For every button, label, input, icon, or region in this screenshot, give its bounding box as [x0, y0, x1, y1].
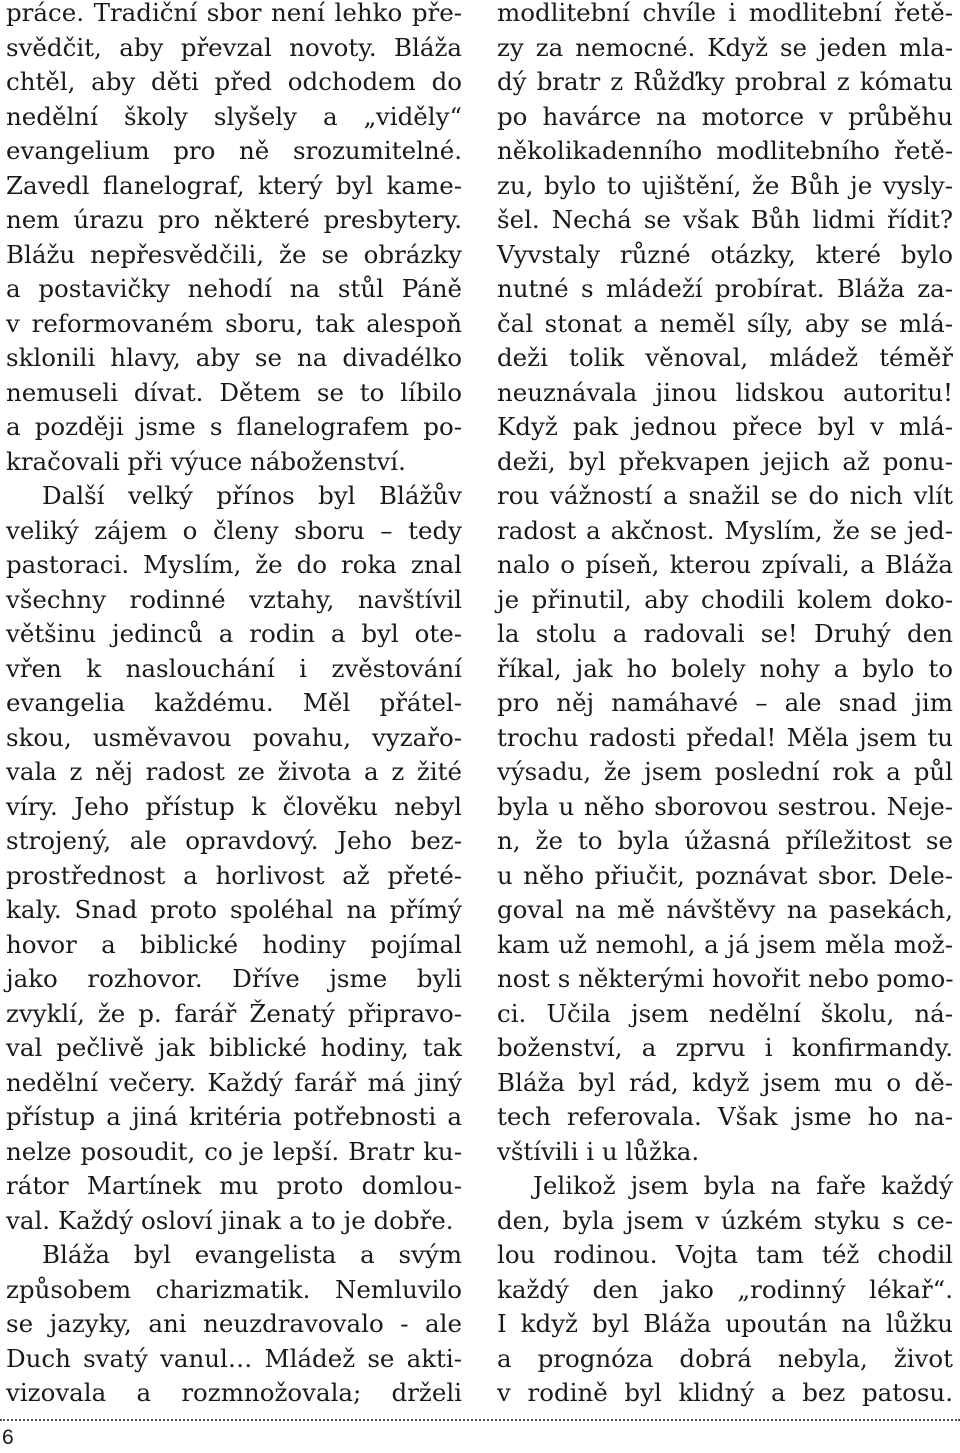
text-line: boženství, a zprvu i konfirmandy.: [497, 1033, 953, 1062]
text-line: Další velký přínos byl Blážův: [42, 481, 462, 510]
text-line: a postavičky nehodí na stůl Páně: [6, 274, 462, 303]
text-line: zu, bylo to ujištění, že Bůh je vysly-: [497, 170, 953, 200]
text-line: Bláža byl rád, když jsem mu o dě-: [497, 1067, 953, 1097]
text-line: vštívili i u lůžka.: [497, 1136, 700, 1166]
text-line: se jazyky, ani neuzdravovalo - ale: [6, 1309, 462, 1338]
text-line: neuznávala jinou lidskou autoritu!: [497, 377, 953, 407]
text-line: val. Každý osloví jinak a to je dobře.: [6, 1205, 454, 1235]
text-line: ci. Učila jsem nedělní školu, ná-: [497, 998, 953, 1028]
text-line: n, že to byla úžasná příležitost se: [497, 826, 953, 855]
text-line: prostřednost a horlivost až přeté-: [6, 860, 462, 890]
text-line: a prognóza dobrá nebyla, život: [497, 1343, 953, 1373]
text-line: pro něj namáhavé – ale snad jim: [497, 688, 953, 717]
text-line: víry. Jeho přístup k člověku nebyl: [6, 791, 462, 821]
text-line: pastoraci. Myslím, že do roka znal: [6, 550, 462, 579]
text-line: radost a akčnost. Myslím, že se jed-: [497, 515, 953, 545]
text-line: v rodině byl klidný a bez patosu.: [497, 1378, 953, 1407]
text-line: práce. Tradiční sbor není lehko pře-: [6, 0, 462, 27]
text-line: Jelikož jsem byla na faře každý: [533, 1171, 953, 1200]
text-line: Vyvstaly různé otázky, které bylo: [497, 239, 953, 269]
text-line: Zavedl flanelograf, který byl kame-: [6, 170, 462, 200]
text-line: rou vážností a snažil se do nich vlít: [497, 481, 953, 510]
text-line: hovor a biblické hodiny pojímal: [6, 929, 462, 959]
right-text-column: [497, 0, 953, 1411]
text-line: modlitební chvíle i modlitební řetě-: [497, 0, 953, 27]
text-line: Duch svatý vanul… Mládež se akti-: [6, 1343, 462, 1373]
text-line: vala z něj radost ze života a z žité: [6, 757, 462, 786]
text-line: několikadenního modlitebního řetě-: [497, 136, 953, 165]
text-line: strojený, ale opravdový. Jeho bez-: [6, 826, 462, 855]
text-line: nedělní školy slyšely a „viděly“: [6, 101, 462, 131]
text-line: deži tolik věnoval, mládež téměř: [497, 343, 953, 372]
text-line: nutné s mládeží probírat. Bláža za-: [497, 274, 953, 303]
text-line: všechny rodinné vztahy, navštívil: [6, 584, 462, 614]
text-line: říkal, jak ho bolely nohy a bylo to: [497, 653, 953, 683]
text-line: Když pak jednou přece byl v mlá-: [497, 412, 953, 441]
text-line: zvyklí, že p. farář Ženatý připravo-: [6, 998, 462, 1028]
text-line: svědčit, aby převzal novoty. Bláža: [6, 32, 462, 62]
page-number: 6: [2, 1426, 14, 1449]
text-line: způsobem charizmatik. Nemluvilo: [6, 1274, 462, 1304]
text-line: byla u něho sborovou sestrou. Neje-: [497, 791, 953, 821]
text-line: v reformovaném sboru, tak alespoň: [6, 308, 462, 338]
text-line: každý den jako „rodinný lékař“.: [497, 1274, 953, 1304]
text-line: I když byl Bláža upoután na lůžku: [497, 1309, 953, 1338]
text-line: vřen k naslouchání i zvěstování: [6, 653, 462, 683]
text-line: dý bratr z Růžďky probral z kómatu: [497, 67, 953, 96]
text-line: je přinutil, aby chodili kolem doko-: [497, 584, 953, 614]
text-line: nem úrazu pro některé presbytery.: [6, 205, 462, 234]
text-line: přístup a jiná kritéria potřebnosti a: [6, 1102, 462, 1131]
text-line: u něho přiučit, poznávat sbor. Dele-: [497, 860, 953, 890]
text-line: sklonili hlavy, aby se na divadélko: [6, 343, 462, 372]
text-line: val pečlivě jak biblické hodiny, tak: [6, 1033, 462, 1062]
text-line: nedělní večery. Každý farář má jiný: [6, 1067, 462, 1097]
text-line: la stolu a radovali se! Druhý den: [497, 619, 953, 648]
text-line: kaly. Snad proto spoléhal na přímý: [6, 895, 462, 924]
text-line: nelze posoudit, co je lepší. Bratr ku-: [6, 1136, 462, 1166]
left-text-column: [6, 0, 462, 1411]
text-line: goval na mě návštěvy na pasekách,: [497, 895, 953, 924]
text-line: Blážu nepřesvědčili, že se obrázky: [6, 239, 462, 269]
text-line: den, byla jsem v úzkém styku s ce-: [497, 1205, 953, 1235]
text-line: nalo o píseň, kterou zpívali, a Bláža: [497, 550, 953, 579]
text-line: skou, usměvavou povahu, vyzařo-: [6, 722, 462, 752]
text-line: a později jsme s flanelografem po-: [6, 412, 462, 441]
footer-dotted-rule: [0, 1419, 960, 1421]
text-line: kam už nemohl, a já jsem měla mož-: [497, 929, 953, 959]
text-line: po havárce na motorce v průběhu: [497, 101, 953, 131]
text-line: vizovala a rozmnožovala; drželi: [6, 1378, 462, 1407]
text-line: chtěl, aby děti před odchodem do: [6, 67, 462, 96]
text-line: lou rodinou. Vojta tam též chodil: [497, 1240, 953, 1269]
text-line: nemuseli dívat. Dětem se to líbilo: [6, 377, 462, 407]
text-line: nost s některými hovořit nebo pomo-: [497, 964, 954, 993]
text-line: trochu radosti předal! Měla jsem tu: [497, 722, 953, 752]
text-line: Bláža byl evangelista a svým: [42, 1240, 462, 1269]
text-line: tech referovala. Však jsme ho na-: [497, 1102, 953, 1131]
text-line: veliký zájem o členy sboru – tedy: [6, 515, 462, 545]
text-line: evangelia každému. Měl přátel-: [6, 688, 462, 717]
text-line: evangelium pro ně srozumitelné.: [6, 136, 462, 165]
text-line: deži, byl překvapen jejich až ponu-: [497, 446, 953, 476]
text-line: čal stonat a neměl síly, aby se mlá-: [497, 308, 953, 338]
text-line: kračovali při výuce náboženství.: [6, 446, 406, 476]
text-line: šel. Nechá se však Bůh lidmi řídit?: [497, 205, 953, 234]
text-line: rátor Martínek mu proto domlou-: [6, 1171, 462, 1200]
text-line: jako rozhovor. Dříve jsme byli: [6, 964, 462, 993]
text-line: většinu jedinců a rodin a byl ote-: [6, 619, 462, 648]
text-line: výsadu, že jsem poslední rok a půl: [497, 757, 953, 786]
text-line: zy za nemocné. Když se jeden mla-: [497, 32, 953, 62]
